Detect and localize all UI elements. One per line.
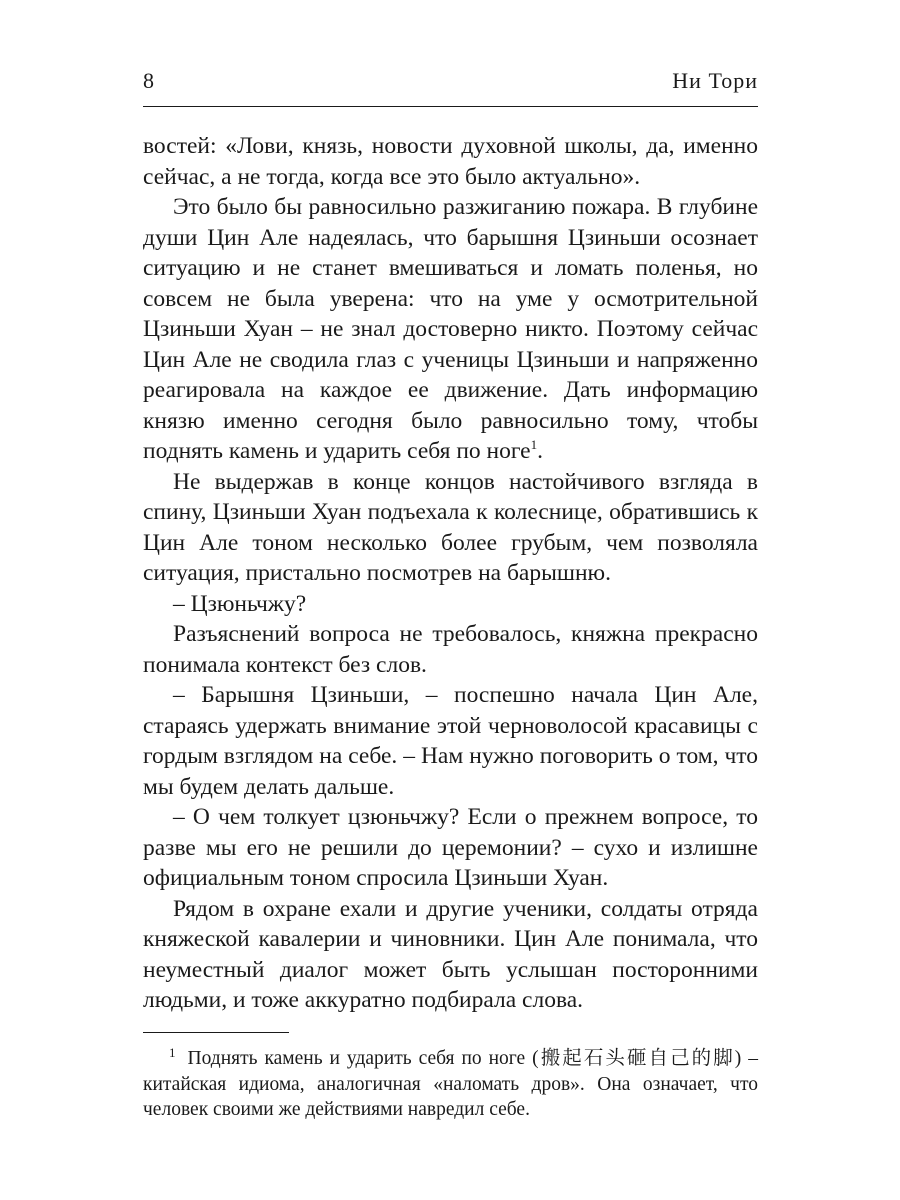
sentence-end: . bbox=[537, 438, 543, 464]
paragraph: – Цзюньчжу? bbox=[173, 590, 307, 617]
paragraph: востей: «Лови, князь, новости духовной школы, да, именно сейчас, а не тогда, когда все это было актуально». bbox=[143, 133, 758, 190]
paragraph: Не выдержав в конце концов настойчивого взгляда в спину, Цзиньши Хуан подъехала к колеснице, обратившись к Цин Але тоном несколько более грубым, чем позволяла ситуация, пристально посмотрев на барышню. bbox=[143, 468, 758, 586]
running-head: Ни Тори bbox=[672, 68, 758, 93]
paragraph: Разъяснений вопроса не требовалось, княжна прекрасно понимала контекст без слов. bbox=[143, 621, 758, 678]
paragraph-text: Это было бы равносильно разжиганию пожара. В глубине души Цин Але надеялась, что барышня Цзиньши осознает ситуацию и не станет вмешиваться и ломать поленья, но совсем не была уверена: что на уме у осмотрительной Цзиньши Хуан – не знал достоверно никто. Поэтому сейчас Цин Але не сводила глаз с ученицы Цзиньши и напряженно реагировала на каждое ее движение. Дать информацию князю именно сегодня было равносильно тому, чтобы поднять камень и ударить себя по ноге bbox=[143, 194, 758, 464]
footnote bbox=[143, 1046, 758, 1123]
page-header bbox=[143, 68, 758, 98]
paragraph: – Барышня Цзиньши, – поспешно начала Цин Але, стараясь удержать внимание этой черноволосой красавицы с гордым взглядом на себе. – Нам нужно поговорить о том, что мы будем делать дальше. bbox=[143, 682, 758, 800]
footnote-text: Поднять камень и ударить себя по ноге (搬起石头砸自己的脚) – китайская идиома, аналогичная «наломать дров». Она означает, что человек своими же действиями навредил себе. bbox=[143, 1048, 758, 1120]
paragraph bbox=[143, 192, 758, 467]
paragraph: Рядом в охране ехали и другие ученики, солдаты отряда княжеской кавалерии и чиновники. Цин Але понимала, что неуместный диалог может быть услышан посторонними людьми, и тоже аккуратно подбирала слова. bbox=[143, 895, 758, 1013]
header-rule bbox=[143, 106, 758, 107]
paragraph: – О чем толкует цзюньчжу? Если о прежнем вопросе, то разве мы его не решили до церемонии? – сухо и излишне официальным тоном спросила Цзиньши Хуан. bbox=[143, 804, 758, 891]
footnote-number: 1 bbox=[169, 1044, 176, 1060]
main-text bbox=[143, 131, 758, 1016]
page-number: 8 bbox=[143, 68, 154, 93]
footnote-reference[interactable]: 1 bbox=[530, 437, 538, 453]
footnote-rule bbox=[143, 1032, 289, 1033]
